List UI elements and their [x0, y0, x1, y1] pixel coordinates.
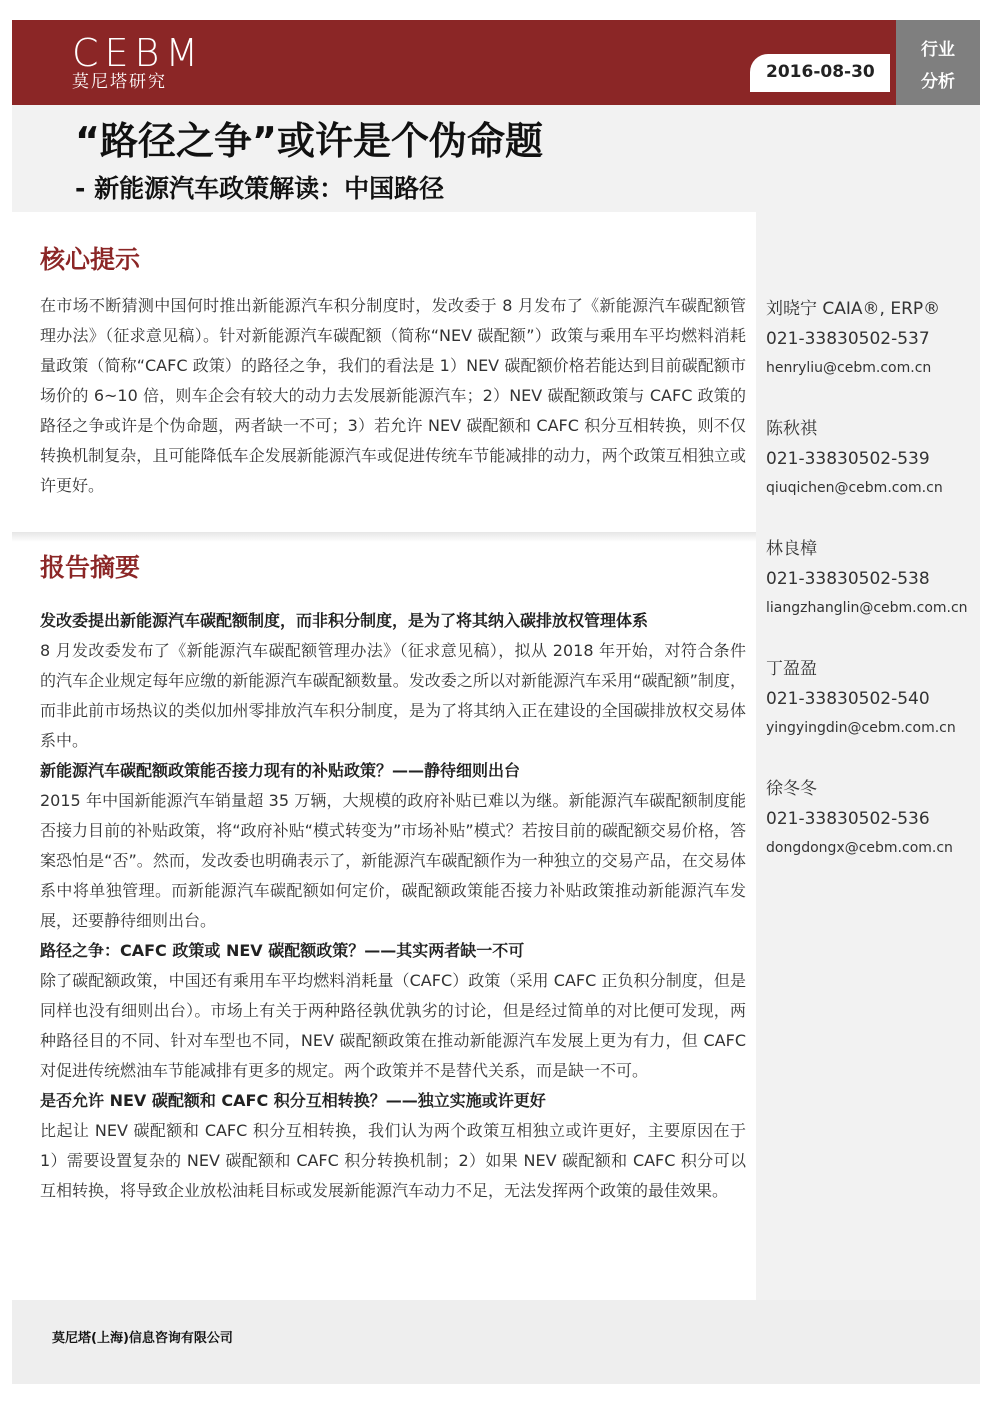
section-subtitle: 是否允许 NEV 碳配额和 CAFC 积分互相转换？——独立实施或许更好 [40, 1091, 546, 1110]
analyst-card [766, 414, 976, 502]
analyst-name: 徐冬冬 [766, 779, 817, 799]
analyst-name: 林良樟 [766, 539, 817, 559]
company-name: 莫尼塔(上海)信息咨询有限公司 [52, 1331, 233, 1346]
section-subtitle: 路径之争：CAFC 政策或 NEV 碳配额政策？——其实两者缺一不可 [40, 941, 525, 960]
report-body [40, 606, 746, 1206]
report-title: “路径之争”或许是个伪命题 [75, 119, 543, 163]
analyst-phone: 021-33830502-540 [766, 689, 930, 709]
core-heading: 核心提示 [40, 245, 141, 274]
analyst-phone: 021-33830502-536 [766, 809, 930, 829]
category-tag-text [896, 34, 980, 98]
logo-subtitle: 莫尼塔研究 [72, 72, 167, 92]
analyst-name: 刘晓宁 CAIA®, ERP® [766, 299, 941, 319]
analyst-card [766, 294, 976, 382]
analyst-card [766, 534, 976, 622]
category-tag-line1: 行业 [921, 40, 955, 60]
analyst-phone: 021-33830502-539 [766, 449, 930, 469]
section-subtitle: 新能源汽车碳配额政策能否接力现有的补贴政策？——静待细则出台 [40, 761, 521, 780]
section-subtitle: 发改委提出新能源汽车碳配额制度，而非积分制度，是为了将其纳入碳排放权管理体系 [40, 611, 649, 630]
analyst-card [766, 654, 976, 742]
section-divider [12, 532, 756, 542]
section-paragraph: 比起让 NEV 碳配额和 CAFC 积分互相转换，我们认为两个政策互相独立或许更好，主要原因在于 1）需要设置复杂的 NEV 碳配额和 CAFC 积分转换机制；2）如果 NEV 碳配额和 CAFC 积分可以互相转换，将导致企业放松油耗目标或发展新能源汽车动力不足，无法发挥两个政策的最佳效果。 [40, 1121, 746, 1200]
analyst-email[interactable]: liangzhanglin@cebm.com.cn [766, 600, 968, 616]
category-tag-line2: 分析 [921, 72, 955, 92]
report-subtitle: - 新能源汽车政策解读：中国路径 [75, 174, 445, 203]
analyst-email[interactable]: dongdongx@cebm.com.cn [766, 840, 953, 856]
section-paragraph: 2015 年中国新能源汽车销量超 35 万辆，大规模的政府补贴已难以为继。新能源汽车碳配额制度能否接力目前的补贴政策，将“政府补贴“模式转变为”市场补贴”模式？若按目前的碳配额交易价格，答案恐怕是“否”。然而，发改委也明确表示了，新能源汽车碳配额作为一种独立的交易产品，在交易体系中将单独管理。而新能源汽车碳配额如何定价，碳配额政策能否接力补贴政策推动新能源汽车发展，还要静待细则出台。 [40, 791, 746, 930]
report-date: 2016-08-30 [766, 62, 875, 82]
core-text: 在市场不断猜测中国何时推出新能源汽车积分制度时，发改委于 8 月发布了《新能源汽车碳配额管理办法》（征求意见稿）。针对新能源汽车碳配额（简称“NEV 碳配额”）政策与乘用车平均燃料消耗量政策（简称“CAFC 政策）的路径之争，我们的看法是 1）NEV 碳配额价格若能达到目前碳配额市场价的 6~10 倍，则车企会有较大的动力去发展新能源汽车；2）NEV 碳配额政策与 CAFC 政策的路径之争或许是个伪命题，两者缺一不可；3）若允许 NEV 碳配额和 CAFC 积分互相转换，则不仅转换机制复杂，且可能降低车企发展新能源汽车或促进传统车节能减排的动力，两个政策互相独立或许更好。 [40, 296, 746, 495]
analyst-email[interactable]: yingyingdin@cebm.com.cn [766, 720, 956, 736]
section-paragraph: 8 月发改委发布了《新能源汽车碳配额管理办法》（征求意见稿），拟从 2018 年开始，对符合条件的汽车企业规定每年应缴的新能源汽车碳配额数量。发改委之所以对新能源汽车采用“碳配额”制度，而非此前市场热议的类似加州零排放汽车积分制度，是为了将其纳入正在建设的全国碳排放权交易体系中。 [40, 641, 746, 750]
analyst-phone: 021-33830502-538 [766, 569, 930, 589]
analyst-email[interactable]: qiuqichen@cebm.com.cn [766, 480, 943, 496]
analyst-name: 陈秋祺 [766, 419, 817, 439]
analyst-phone: 021-33830502-537 [766, 329, 930, 349]
analyst-card [766, 774, 976, 862]
analyst-email[interactable]: henryliu@cebm.com.cn [766, 360, 932, 376]
cebm-logo: CEBM [72, 31, 205, 75]
section-paragraph: 除了碳配额政策，中国还有乘用车平均燃料消耗量（CAFC）政策（采用 CAFC 正负积分制度，但是同样也没有细则出台）。市场上有关于两种路径孰优孰劣的讨论，但是经过简单的对比便可发现，两种路径目的不同、针对车型也不同，NEV 碳配额政策在推动新能源汽车发展上更为有力，但 CAFC 对促进传统燃油车节能减排有更多的规定。两个政策并不是替代关系，而是缺一不可。 [40, 971, 746, 1080]
report-heading: 报告摘要 [40, 553, 141, 582]
analyst-name: 丁盈盈 [766, 659, 817, 679]
